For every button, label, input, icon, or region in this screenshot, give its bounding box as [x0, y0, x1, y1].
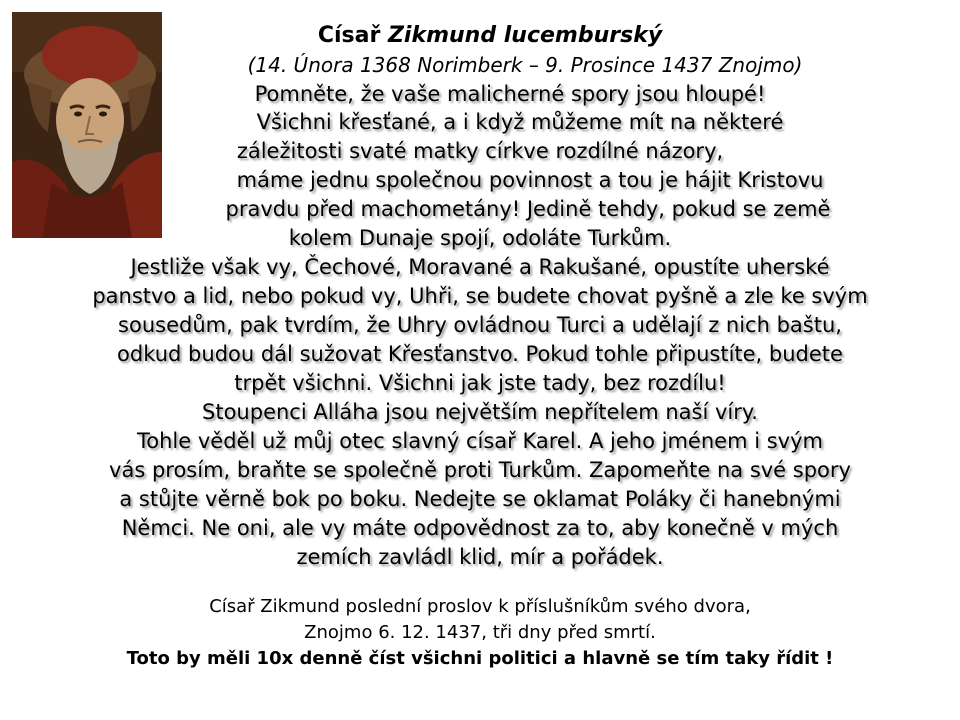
speech-line: Všichni křesťané, a i když můžeme mít na některé	[256, 110, 784, 134]
speech-line: panstvo a lid, nebo pokud vy, Uhři, se budete chovat pyšně a zle ke svým	[92, 284, 868, 308]
speech-line: Jestliže však vy, Čechové, Moravané a Rakušané, opustíte uherské	[130, 255, 830, 279]
speech-line: pravdu před machometány! Jedině tehdy, pokud se země	[225, 197, 831, 221]
page-title	[160, 22, 820, 50]
speech-line: Pomněte, že vaše malicherné spory jsou hloupé!	[254, 82, 766, 106]
title-name: Zikmund lucemburský	[387, 23, 663, 48]
life-dates: (14. Února 1368 Norimberk – 9. Prosince 1437 Znojmo)	[247, 53, 803, 77]
emperor-portrait-icon	[12, 12, 162, 238]
speech-line: vás prosím, braňte se společně proti Turkům. Zapomeňte na své spory	[109, 458, 851, 482]
speech-line: Stoupenci Alláha jsou největším nepřítelem naší víry.	[202, 400, 758, 424]
speech-line: odkud budou dál sužovat Křesťanstvo. Pokud tohle připustíte, budete	[117, 342, 843, 366]
speech-line: záležitosti svaté matky církve rozdílné názory,	[236, 139, 724, 163]
speech-line: sousedům, pak tvrdím, že Uhry ovládnou Turci a udělají z nich baštu,	[118, 313, 842, 337]
caption-comment: Toto by měli 10x denně číst všichni politici a hlavně se tím taky řídit !	[126, 648, 834, 669]
caption-place-date: Znojmo 6. 12. 1437, tři dny před smrtí.	[304, 622, 656, 643]
speech-line: Tohle věděl už můj otec slavný císař Karel. A jeho jménem i svým	[137, 429, 823, 453]
speech-line: kolem Dunaje spojí, odoláte Turkům.	[288, 226, 672, 250]
speech-line: máme jednu společnou povinnost a tou je hájit Kristovu	[236, 168, 824, 192]
speech-line: Němci. Ne oni, ale vy máte odpovědnost za to, aby konečně v mých	[121, 516, 839, 540]
speech-line: a stůjte věrně bok po boku. Nedejte se oklamat Poláky či hanebnými	[119, 487, 841, 511]
caption-attribution: Císař Zikmund poslední proslov k příslušníkům svého dvora,	[209, 596, 751, 617]
speech-line: trpět všichni. Všichni jak jste tady, bez rozdílu!	[234, 371, 726, 395]
speech-line: zemích zavládl klid, mír a pořádek.	[296, 545, 664, 569]
title-prefix: Císař	[317, 23, 381, 48]
